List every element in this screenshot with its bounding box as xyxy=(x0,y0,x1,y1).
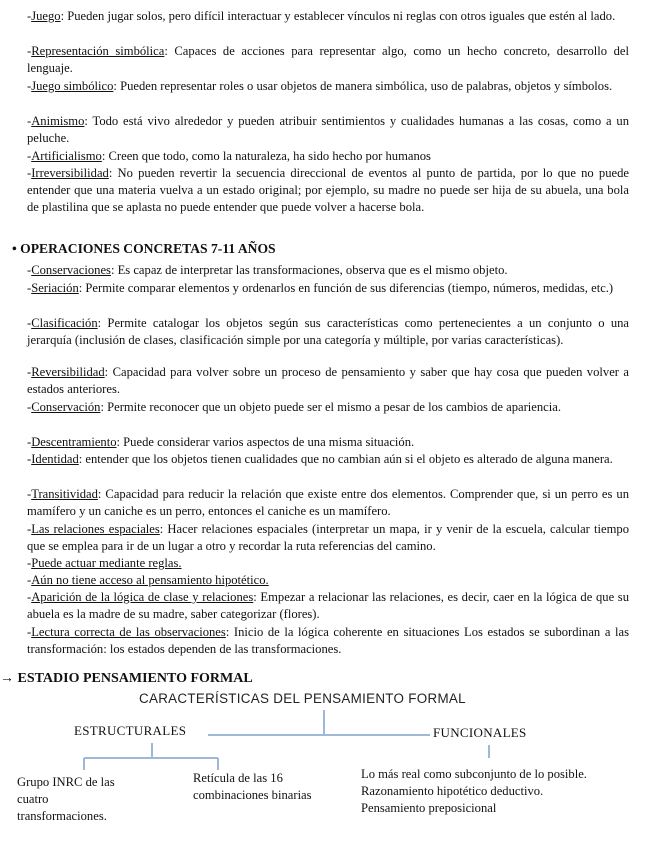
item-animismo: -Animismo: Todo está vivo alrededor y pueden atribuir sentimientos y cualidades humanas a las cosas, como a un peluche. xyxy=(27,114,629,145)
term-lectura-observaciones: Lectura correcta de las observaciones xyxy=(31,625,226,639)
functional-item-hipotetico: Razonamiento hipotético deductivo. xyxy=(361,784,544,798)
desc-conservaciones: : Es capaz de interpretar las transformaciones, observa que es el mismo objeto. xyxy=(110,263,508,277)
item-pensamiento-hipotetico: -Aún no tiene acceso al pensamiento hipotético. xyxy=(27,573,269,587)
item-juego-simbolico: -Juego simbólico: Pueden representar roles o usar objetos de manera simbólica, uso de palabras, objetos y símbolos. xyxy=(27,79,613,93)
item-representacion-simbolica: -Representación simbólica: Capaces de acciones para representar algo, como un hecho concreto, desarrollo del lenguaje. xyxy=(27,44,629,75)
desc-seriacion: : Permite comparar elementos y ordenarlos en función de sus diferencias (tiempo, números, medidas, etc.) xyxy=(78,281,614,295)
desc-animismo: : Todo está vivo alrededor y pueden atribuir sentimientos y cualidades humanas a las cosas, como a un peluche. xyxy=(27,114,629,145)
structural-label: ESTRUCTURALES xyxy=(74,723,187,738)
item-irreversibilidad: -Irreversibilidad: No pueden revertir la secuencia direccional de eventos al punto de partida, por lo que no puede entender que una materia vuelva a un estado original; por ejemplo, su madre no puede ser hija de su abuela, una bola de plastilina que se aplasta no puede entender que puede volver a hacerse bola. xyxy=(27,166,629,214)
term-logica-clase: Aparición de la lógica de clase y relaciones xyxy=(31,590,254,604)
desc-lectura-observaciones: : Inicio de la lógica coherente en situaciones Los estados se subordinan a las transformación: los estados dependen de las transformaciones. xyxy=(27,625,629,656)
term-juego: Juego xyxy=(31,9,61,23)
desc-identidad: : entender que los objetos tienen cualidades que no cambian aún si el objeto es alterado de alguna manera. xyxy=(78,452,613,466)
item-logica-clase: -Aparición de la lógica de clase y relaciones: Empezar a relacionar las relaciones, es decir, caer en la lógica de que su abuela es la madre de su madre, saber categorizar (flores). xyxy=(27,590,630,621)
desc-representacion-simbolica: : Capaces de acciones para representar algo, como un hecho concreto, desarrollo del lenguaje. xyxy=(27,44,629,75)
term-juego-simbolico: Juego simbólico xyxy=(31,79,114,93)
item-clasificacion: -Clasificación: Permite catalogar los objetos según sus características como pertenecientes a un conjunto o una jerarquía (inclusión de clases, clasificación simple por una categoría y múltiple, por varias características). xyxy=(27,316,629,347)
structural-item-reticula: Retícula de las 16 combinaciones binarias xyxy=(193,771,312,802)
section-title: OPERACIONES CONCRETAS 7-11 AÑOS xyxy=(20,241,276,256)
term-descentramiento: Descentramiento xyxy=(31,435,117,449)
term-identidad: Identidad xyxy=(31,452,79,466)
term-conservaciones: Conservaciones xyxy=(31,263,111,277)
desc-conservacion: : Permite reconocer que un objeto puede ser el mismo a pesar de los cambios de apariencia. xyxy=(100,400,562,414)
item-artificialismo: -Artificialismo: Creen que todo, como la naturaleza, ha sido hecho por humanos xyxy=(27,149,431,163)
desc-reversibilidad: : Capacidad para volver sobre un proceso de pensamiento y saber que hay cosa que pueden volver a estados anteriores. xyxy=(27,365,629,396)
term-irreversibilidad: Irreversibilidad xyxy=(31,166,109,180)
term-relaciones-espaciales: Las relaciones espaciales xyxy=(31,522,160,536)
bullet-icon: • xyxy=(12,241,17,256)
functional-item-real: Lo más real como subconjunto de lo posible. xyxy=(361,767,587,781)
item-reversibilidad: -Reversibilidad: Capacidad para volver sobre un proceso de pensamiento y saber que hay cosa que pueden volver a estados anteriores. xyxy=(27,365,629,396)
item-juego: -Juego: Pueden jugar solos, pero difícil interactuar y establecer vínculos ni reglas con otros iguales que estén al lado. xyxy=(27,9,616,23)
item-seriacion: -Seriación: Permite comparar elementos y ordenarlos en función de sus diferencias (tiempo, números, medidas, etc.) xyxy=(27,281,614,295)
term-pensamiento-hipotetico: Aún no tiene acceso al pensamiento hipotético. xyxy=(31,573,269,587)
item-conservacion: -Conservación: Permite reconocer que un objeto puede ser el mismo a pesar de los cambios de apariencia. xyxy=(27,400,562,414)
desc-juego: : Pueden jugar solos, pero difícil interactuar y establecer vínculos ni reglas con otros iguales que estén al lado. xyxy=(60,9,616,23)
item-lectura-observaciones: -Lectura correcta de las observaciones: Inicio de la lógica coherente en situaciones Los estados se subordinan a las transformación: los estados dependen de las transformaciones. xyxy=(27,625,629,656)
term-animismo: Animismo xyxy=(31,114,85,128)
term-reglas: Puede actuar mediante reglas. xyxy=(31,556,182,570)
item-conservaciones: -Conservaciones: Es capaz de interpretar las transformaciones, observa que es el mismo objeto. xyxy=(27,263,508,277)
desc-relaciones-espaciales: : Hacer relaciones espaciales (interpretar un mapa, ir y venir de la escuela, calcular tiempo que se emplea para ir de un lugar a otro y recordar la ruta referencias del camino. xyxy=(27,522,629,553)
desc-irreversibilidad: : No pueden revertir la secuencia direccional de eventos al punto de partida, por lo que no puede entender que una materia vuelva a un estado original; por ejemplo, su madre no puede ser hija de su abuela, una bola de plastilina que se aplasta no puede entender que puede volver a hacerse bola. xyxy=(27,166,629,214)
term-clasificacion: Clasificación xyxy=(31,316,98,330)
functional-item-preposicional: Pensamiento preposicional xyxy=(361,801,497,815)
stage-heading: → ESTADIO PENSAMIENTO FORMAL xyxy=(0,671,253,686)
functional-label: FUNCIONALES xyxy=(433,725,527,740)
term-representacion-simbolica: Representación simbólica xyxy=(31,44,165,58)
term-artificialismo: Artificialismo xyxy=(31,149,102,163)
desc-artificialismo: : Creen que todo, como la naturaleza, ha sido hecho por humanos xyxy=(101,149,431,163)
item-relaciones-espaciales: -Las relaciones espaciales: Hacer relaciones espaciales (interpretar un mapa, ir y venir de la escuela, calcular tiempo que se emplea para ir de un lugar a otro y recordar la ruta referencias del camino. xyxy=(27,522,629,553)
term-transitividad: Transitividad xyxy=(31,487,98,501)
diagram-title: CARACTERÍSTICAS DEL PENSAMIENTO FORMAL xyxy=(139,691,466,706)
desc-transitividad: : Capacidad para reducir la relación que existe entre dos elementos. Comprender que, si un perro es un mamífero y un caniche es un perro, entonces el caniche es un mamífero. xyxy=(27,487,629,518)
item-descentramiento: -Descentramiento: Puede considerar varios aspectos de una misma situación. xyxy=(27,435,415,449)
term-reversibilidad: Reversibilidad xyxy=(31,365,105,379)
term-seriacion: Seriación xyxy=(31,281,79,295)
item-reglas: -Puede actuar mediante reglas. xyxy=(27,556,182,570)
item-identidad: -Identidad: entender que los objetos tienen cualidades que no cambian aún si el objeto es alterado de alguna manera. xyxy=(27,452,613,466)
item-transitividad: -Transitividad: Capacidad para reducir la relación que existe entre dos elementos. Comprender que, si un perro es un mamífero y un caniche es un perro, entonces el caniche es un mamífero. xyxy=(27,487,629,518)
structural-item-inrc: Grupo INRC de las cuatro transformaciones. xyxy=(17,775,115,823)
term-conservacion: Conservación xyxy=(31,400,101,414)
desc-clasificacion: : Permite catalogar los objetos según sus características como pertenecientes a un conjunto o una jerarquía (inclusión de clases, clasificación simple por una categoría y múltiple, por varias características). xyxy=(27,316,629,347)
desc-descentramiento: : Puede considerar varios aspectos de una misma situación. xyxy=(116,435,415,449)
desc-juego-simbolico: : Pueden representar roles o usar objetos de manera simbólica, uso de palabras, objetos y símbolos. xyxy=(113,79,613,93)
desc-logica-clase: : Empezar a relacionar las relaciones, es decir, caer en la lógica de que su abuela es la madre de su madre, saber categorizar (flores). xyxy=(27,590,630,621)
